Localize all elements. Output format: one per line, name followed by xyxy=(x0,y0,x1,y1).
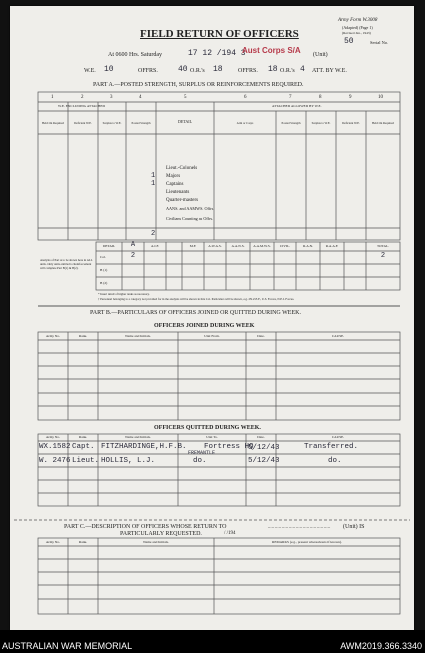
analysis-head: A.W.A.S. xyxy=(208,244,222,248)
analysis-row: B (1) xyxy=(100,268,108,272)
name: HOLLIS, L.J. xyxy=(101,457,156,465)
rank-label: Majors xyxy=(166,174,181,179)
attached-heading: ATTACHED ALLOWED BY W.E. xyxy=(272,104,322,108)
analysis-head: TOTAL. xyxy=(376,244,389,248)
part-c-heading-tail: (Unit) IS xyxy=(343,524,365,530)
joined-title: OFFICERS JOINED DURING WEEK xyxy=(154,323,255,329)
ors2-label: O.R.'s xyxy=(280,68,295,74)
army-form-label: Army Form W.3008 xyxy=(338,18,378,23)
rank-label: Quarter-masters xyxy=(166,198,199,203)
part-c-heading: PART C.—DESCRIPTION OF OFFICERS WHOSE RETURN TO xyxy=(64,524,227,530)
part-c-date-blank: / /194 xyxy=(224,531,236,536)
serial-value: 50 xyxy=(344,37,354,46)
part-c-col: Name and Initials. xyxy=(143,540,169,544)
quitted-col: Unit To. xyxy=(206,435,218,439)
we-label: W.E. xyxy=(84,68,96,74)
analysis-head: A.A.M.W.S. xyxy=(253,244,271,248)
col-num: 8 xyxy=(319,95,322,100)
part-b-heading: PART B.—PARTICULARS OF OFFICERS JOINED OR QUITTED DURING WEEK. xyxy=(90,310,301,316)
rank-label: Civilians Counting as Offrs. xyxy=(166,216,214,221)
ors1-value: 18 xyxy=(213,65,223,74)
army-no: W. 2476 xyxy=(39,457,71,465)
joined-col: Rank. xyxy=(78,334,88,338)
subhead-posted-r: Posted Strength xyxy=(281,121,301,125)
offrs2-value: 18 xyxy=(268,65,278,74)
att-by-we-label: ATT. BY W.E. xyxy=(312,68,347,74)
joined-col: Unit From. xyxy=(204,334,220,338)
col-num: 5 xyxy=(184,95,187,100)
quitted-title: OFFICERS QUITTED DURING WEEK. xyxy=(154,425,261,431)
date: 5/12/43 xyxy=(248,457,280,465)
offrs2-label: OFFRS. xyxy=(238,68,258,74)
subhead-deficient: Deficient W.E. xyxy=(74,121,92,125)
part-c-col: Army No. xyxy=(45,540,61,544)
analysis-head: A.I.F. xyxy=(151,244,159,248)
part-c-heading-2: PARTICULARLY REQUESTED. xyxy=(120,531,202,537)
joined-col: Date. xyxy=(257,334,265,338)
we-excl-heading: W.E. EXCLUDING ATTACHED xyxy=(58,104,106,108)
date-typed: 17 12 /194 3 xyxy=(188,49,246,58)
army-no: WX.1582 xyxy=(39,443,71,451)
analysis-head: DETAIL xyxy=(102,244,116,248)
subhead-held-r: Held On Required xyxy=(372,121,394,125)
date: 5/12/43 xyxy=(248,444,280,452)
analysis-total-value: 2 xyxy=(380,252,386,260)
col-num: 3 xyxy=(110,95,113,100)
ors1-label: O.R.'s xyxy=(190,68,205,74)
rank: Capt. xyxy=(72,443,95,451)
col-num: 1 xyxy=(51,95,54,100)
archive-footer xyxy=(0,630,425,653)
col-num: 10 xyxy=(378,95,383,100)
form-title: FIELD RETURN OF OFFICERS xyxy=(140,28,299,40)
analysis-head: A.A.N.S. xyxy=(231,244,245,248)
footnote-2: † Personnel belonging to a category not provided for in the analysis will be shown in this Col. Particulars will be shown, e.g. 2N.Z.E.F., U.S. Forces, N.E.I. Forces. xyxy=(98,297,295,301)
part-c-col: REMARKS (e.g., present whereabouts if known). xyxy=(272,540,342,544)
rank: Lieut. xyxy=(72,457,100,465)
cause: Transferred. xyxy=(304,443,359,451)
serial-label: Serial No. xyxy=(370,40,389,45)
total-value: 2 xyxy=(151,230,156,238)
majors-value: 1 xyxy=(151,172,156,180)
subhead-deficient-r: Deficient W.E. xyxy=(342,121,360,125)
analysis-note: Analysis of Part A to be shown here in ALL units. Only units entitled to Reinforcement will complete Part B(1) & B(2). xyxy=(40,258,93,270)
ors2-value: 4 xyxy=(300,65,305,74)
footer-accession: AWM2019.366.3340 xyxy=(340,641,422,651)
joined-col: Name and Initials. xyxy=(125,334,151,338)
footnote-1: * Insert detail of higher ranks as necessary. xyxy=(98,292,150,296)
subhead-held: Held On Required xyxy=(42,121,64,125)
unit-to-2: FREMANTLE xyxy=(188,450,216,456)
unit-stamp: Aust Corps S/A xyxy=(242,46,301,55)
captains-value: 1 xyxy=(151,180,156,188)
unit-to: Fortress HQ xyxy=(204,443,254,451)
subhead-arm: Arm or Corps xyxy=(236,121,254,125)
col-num: 6 xyxy=(244,95,247,100)
col-num: 4 xyxy=(139,95,142,100)
form-rules xyxy=(10,6,414,630)
as-at-label: At 0600 Hrs. Saturday xyxy=(108,52,162,58)
rank-label: Captains xyxy=(166,182,184,187)
part-c-col: Rank. xyxy=(78,540,88,544)
col-num: 9 xyxy=(349,95,352,100)
subhead-posted: Posted Strength xyxy=(131,121,151,125)
analysis-head: M.F. xyxy=(189,244,197,248)
rank-label: AANS. and AAMWS. Offrs. xyxy=(166,206,215,211)
subhead-surplus-r: Surplus to W.E. xyxy=(311,121,331,125)
adapted-label: (Adapted) (Page 1) xyxy=(342,25,373,30)
analysis-row: B (2) xyxy=(100,281,108,285)
footer-source: AUSTRALIAN WAR MEMORIAL xyxy=(2,641,133,651)
quitted-col: Army No. xyxy=(45,435,61,439)
joined-col: Army No. xyxy=(45,334,61,338)
joined-col: CAUSE. xyxy=(331,334,345,338)
quitted-col: Rank. xyxy=(78,435,88,439)
revised-label: (Revised Jan., 1943) xyxy=(342,31,371,35)
rank-label: Lieut.-Colonels xyxy=(166,166,198,171)
rank-label: Lieutenants xyxy=(166,190,190,195)
analysis-a-value: 2 xyxy=(130,252,136,260)
quitted-col: CAUSE. xyxy=(331,435,345,439)
analysis-head: A xyxy=(130,241,136,249)
detail-heading: DETAIL xyxy=(177,119,193,124)
form-page xyxy=(10,6,414,630)
offrs1-value: 40 xyxy=(178,65,188,74)
offrs1-label: OFFRS. xyxy=(138,68,158,74)
analysis-head: R.A.N. xyxy=(302,244,313,248)
col-num: 2 xyxy=(81,95,84,100)
analysis-head: CIVIL. xyxy=(279,244,291,248)
unit-label: (Unit) xyxy=(313,52,328,58)
subhead-surplus: Surplus to W.E. xyxy=(102,121,122,125)
unit-to: do. xyxy=(193,457,207,465)
analysis-head: R.A.A.F. xyxy=(325,244,339,248)
analysis-row: Col. xyxy=(100,255,106,259)
part-a-heading: PART A.—POSTED STRENGTH, SURPLUS OR REINFORCEMENTS REQUIRED. xyxy=(93,82,304,88)
col-num: 7 xyxy=(289,95,292,100)
part-c-unit-blank: __________________ xyxy=(268,524,331,529)
name: FITZHARDINGE,H.F.B. xyxy=(101,443,187,451)
we-value: 10 xyxy=(104,65,114,74)
cause: do. xyxy=(328,457,342,465)
quitted-col: Date. xyxy=(257,435,265,439)
quitted-col: Name and Initials. xyxy=(125,435,151,439)
